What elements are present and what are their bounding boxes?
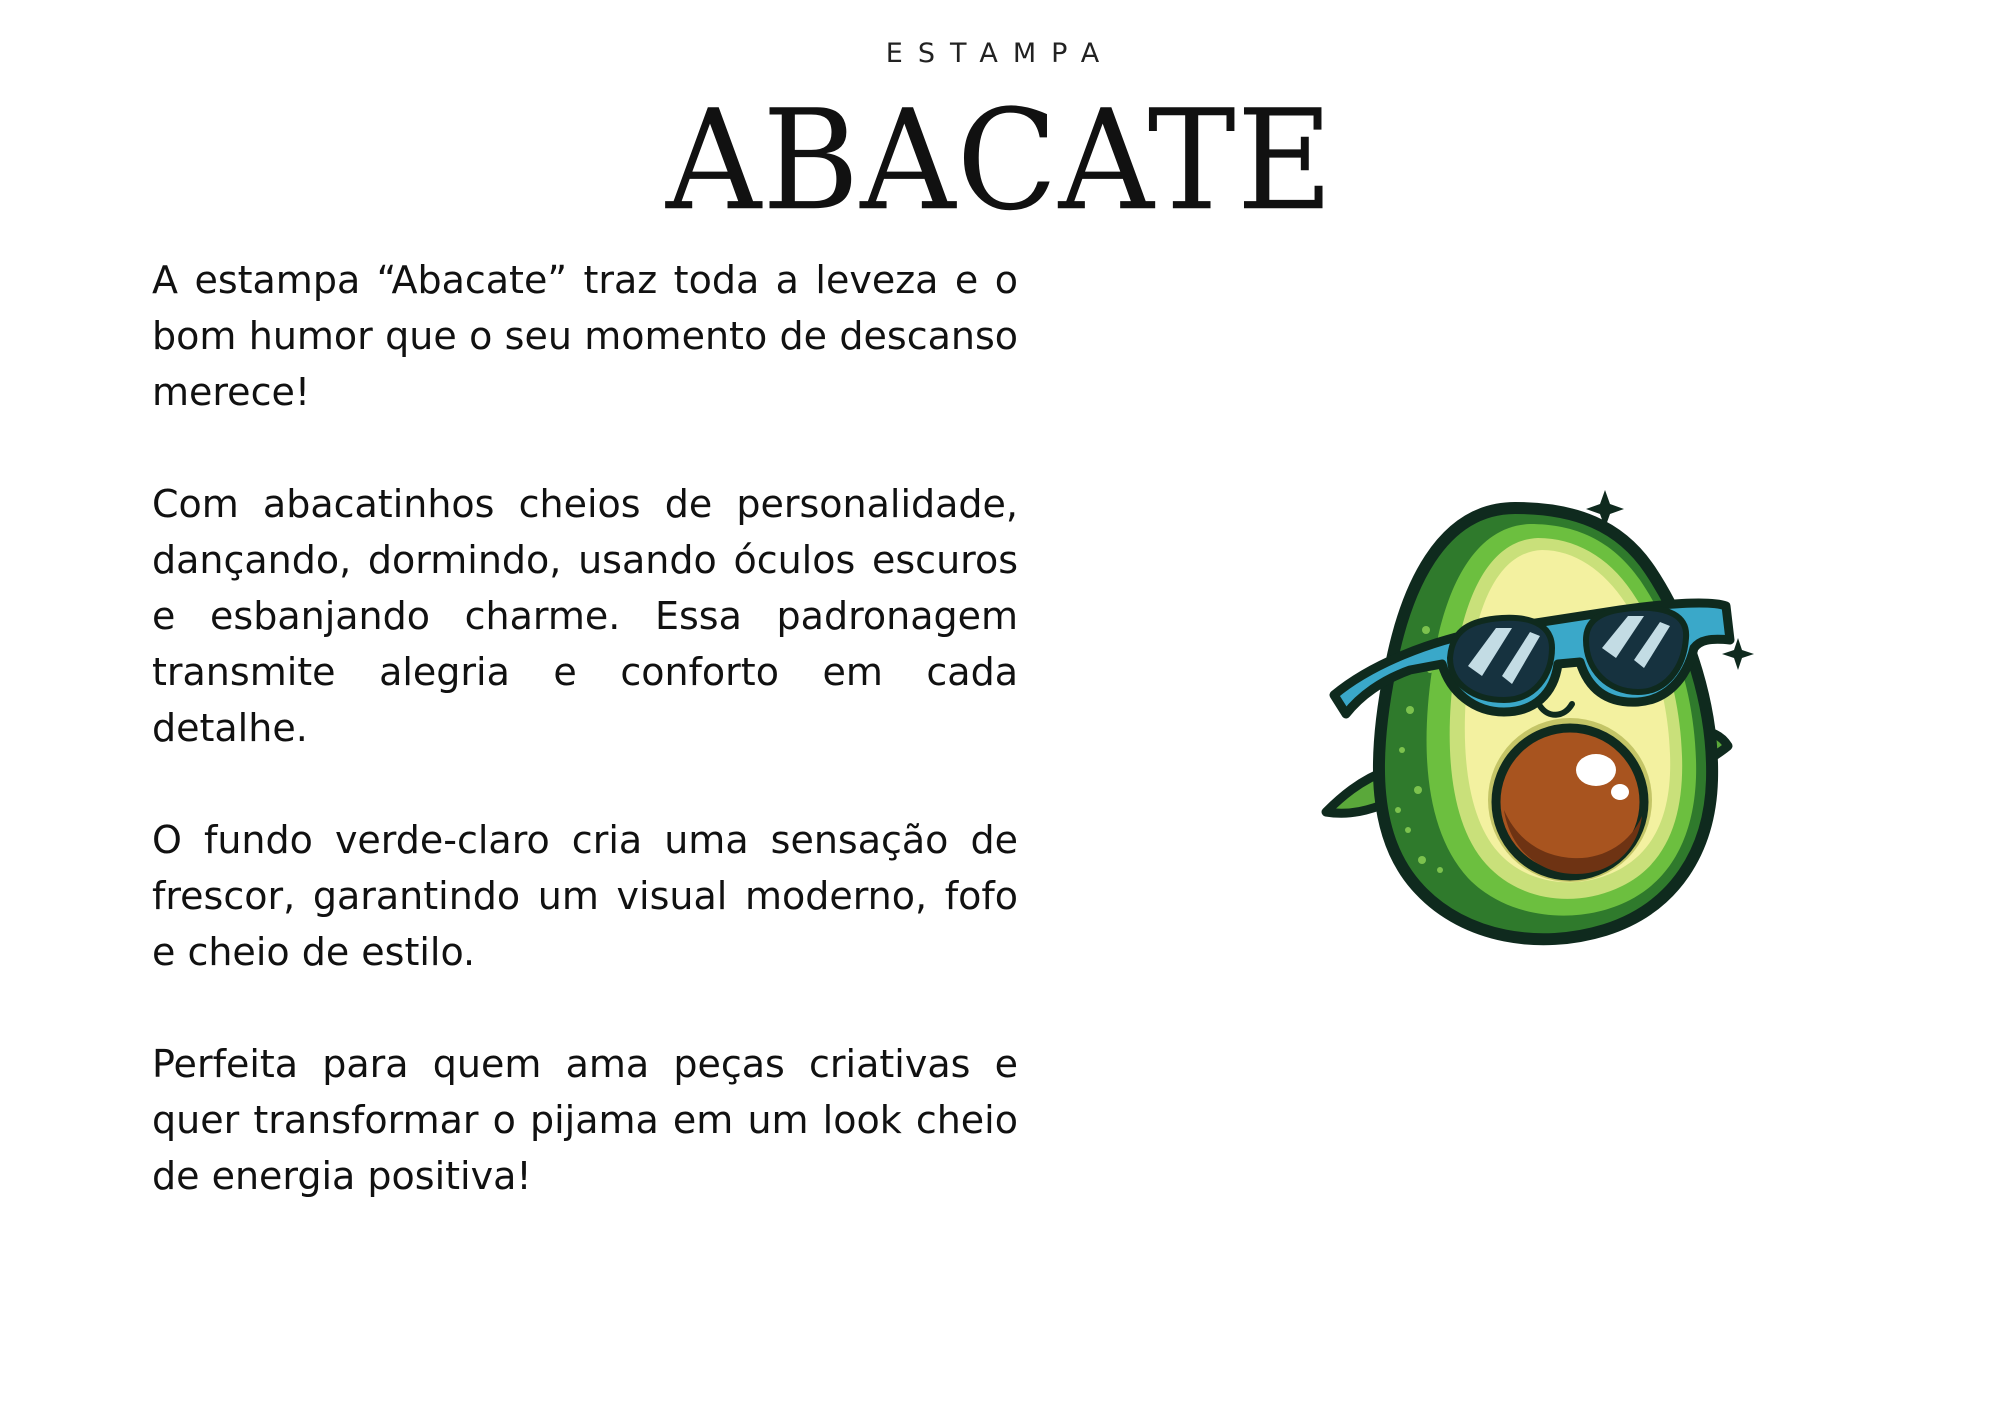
page-title: ABACATE — [665, 80, 1335, 242]
avocado-with-sunglasses-icon — [1290, 480, 1770, 960]
paragraph-characters: Com abacatinhos cheios de personalidade, dançando, dormindo, usando óculos escuros e esbanjando charme. Essa padronagem transmite alegria e conforto em cada detalhe. — [152, 482, 1018, 750]
paragraph-background: O fundo verde-claro cria uma sensação de frescor, garantindo um visual moderno, fofo e cheio de estilo. — [152, 818, 1018, 974]
paragraph-closing: Perfeita para quem ama peças criativas e quer transformar o pijama em um look cheio de energia positiva! — [152, 1042, 1018, 1198]
description-text — [152, 252, 1018, 1260]
kicker-label: ESTAMPA — [885, 38, 1115, 69]
paragraph-intro: A estampa “Abacate” traz toda a leveza e o bom humor que o seu momento de descanso merece! — [152, 258, 1018, 414]
